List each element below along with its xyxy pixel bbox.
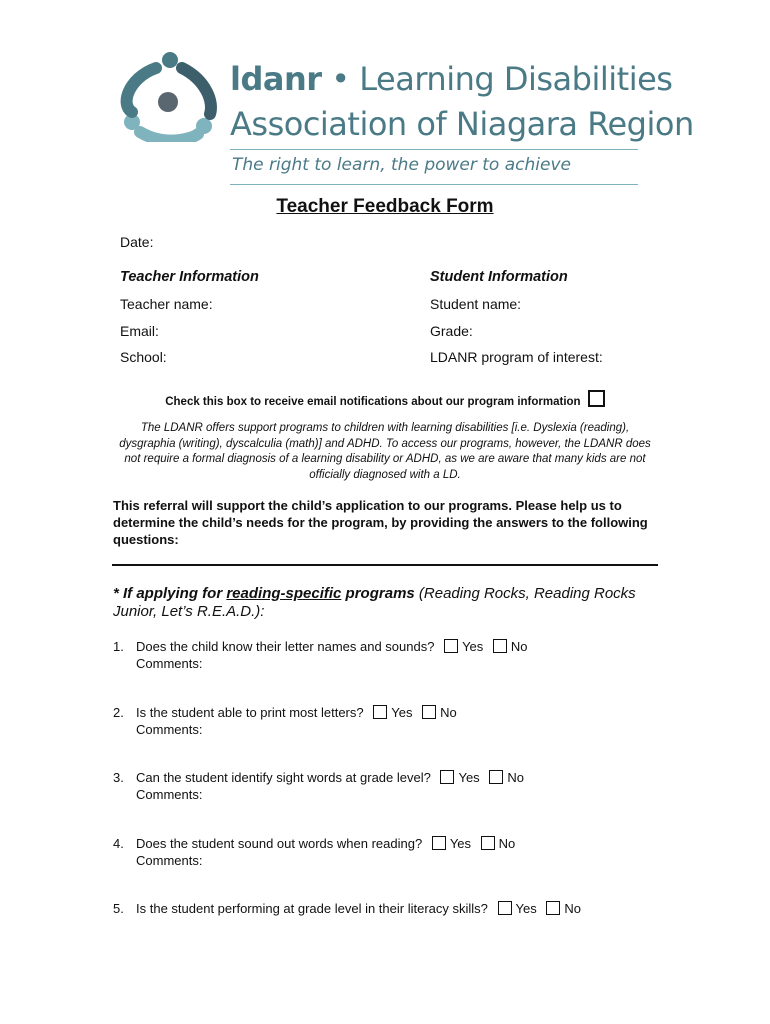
yes-label: Yes	[515, 901, 537, 916]
email-notification-label: Check this box to receive email notifications about our program information	[165, 396, 581, 408]
student-info-heading: Student Information	[430, 269, 568, 285]
no-checkbox[interactable]	[493, 639, 507, 653]
reading-section-heading	[113, 585, 663, 621]
question-text: Is the student able to print most letters?	[136, 705, 364, 720]
yes-label: Yes	[462, 639, 484, 654]
email-notification-row	[0, 390, 770, 408]
yes-label: Yes	[449, 836, 472, 851]
yes-checkbox[interactable]	[444, 639, 458, 653]
reading-heading-underlined: reading-specific	[226, 585, 342, 602]
question-5	[113, 900, 673, 917]
form-title: Teacher Feedback Form	[276, 196, 494, 217]
yes-checkbox[interactable]	[498, 901, 512, 915]
yes-label: Yes	[391, 705, 413, 720]
date-label: Date:	[120, 234, 154, 250]
no-label: No	[507, 770, 524, 785]
question-number: 4.	[113, 836, 124, 851]
logo-rule-bottom	[230, 184, 638, 185]
question-3	[113, 769, 673, 803]
yes-checkbox[interactable]	[373, 705, 387, 719]
reading-heading-prefix: * If applying for	[113, 585, 227, 602]
logo-rule-top	[230, 149, 638, 150]
question-text: Does the student sound out words when reading?	[136, 836, 423, 851]
no-checkbox[interactable]	[481, 836, 495, 850]
question-4	[113, 835, 673, 869]
no-checkbox[interactable]	[546, 901, 560, 915]
question-number: 5.	[113, 901, 124, 916]
no-label: No	[498, 836, 516, 851]
question-number: 3.	[113, 770, 124, 785]
comments-label: Comments:	[136, 656, 203, 671]
question-text: Is the student performing at grade level in their literacy skills?	[136, 901, 488, 916]
question-number: 1.	[113, 639, 124, 654]
question-number: 2.	[113, 705, 124, 720]
comments-label: Comments:	[136, 787, 203, 802]
comments-label: Comments:	[136, 853, 203, 868]
no-checkbox[interactable]	[489, 770, 503, 784]
no-label: No	[564, 901, 581, 916]
email-notification-checkbox[interactable]	[588, 390, 605, 407]
logo-line-1: ldanr • Learning Disabilities	[230, 60, 673, 98]
teacher-info-heading: Teacher Information	[120, 269, 259, 285]
student-name-label: Student name:	[430, 296, 522, 312]
question-text: Does the child know their letter names and sounds?	[136, 639, 435, 654]
yes-checkbox[interactable]	[440, 770, 454, 784]
no-checkbox[interactable]	[422, 705, 436, 719]
question-text: Can the student identify sight words at grade level?	[136, 770, 431, 785]
reading-heading-programs: programs	[341, 585, 415, 602]
section-divider	[112, 564, 658, 566]
logo-line-2: Association of Niagara Region	[230, 105, 694, 143]
logo-brand: ldanr	[230, 60, 322, 98]
yes-checkbox[interactable]	[432, 836, 446, 850]
program-of-interest-label: LDANR program of interest:	[430, 349, 603, 365]
question-1	[113, 638, 673, 672]
no-label: No	[440, 705, 457, 720]
ldanr-logo-icon	[118, 50, 218, 142]
yes-label: Yes	[458, 770, 480, 785]
question-2	[113, 704, 673, 738]
teacher-email-label: Email:	[120, 323, 159, 339]
no-label: No	[510, 639, 528, 654]
logo-tagline: The right to learn, the power to achieve	[232, 155, 571, 175]
logo-line-1-rest: Learning Disabilities	[359, 60, 673, 98]
comments-label: Comments:	[136, 722, 203, 737]
intro-paragraph: The LDANR offers support programs to children with learning disabilities [i.e. Dyslexia (reading), dysgraphia (writing), dyscalculia (math)] and ADHD. To access our programs, however, the LDANR does not require a formal diagnosis of a learning disability or ADHD, as we are aware that many kids are not officially diagnosed with a LD.	[119, 422, 651, 481]
student-grade-label: Grade:	[430, 323, 473, 339]
reading-heading-program-list: (Reading Rocks, Reading Rocks Junior, Let’s R.E.A.D.):	[113, 585, 636, 620]
teacher-name-label: Teacher name:	[120, 296, 213, 312]
teacher-school-label: School:	[120, 349, 167, 365]
referral-paragraph: This referral will support the child’s application to our programs. Please help us to determine the child’s needs for the program, by providing the answers to the following questions:	[113, 498, 648, 547]
